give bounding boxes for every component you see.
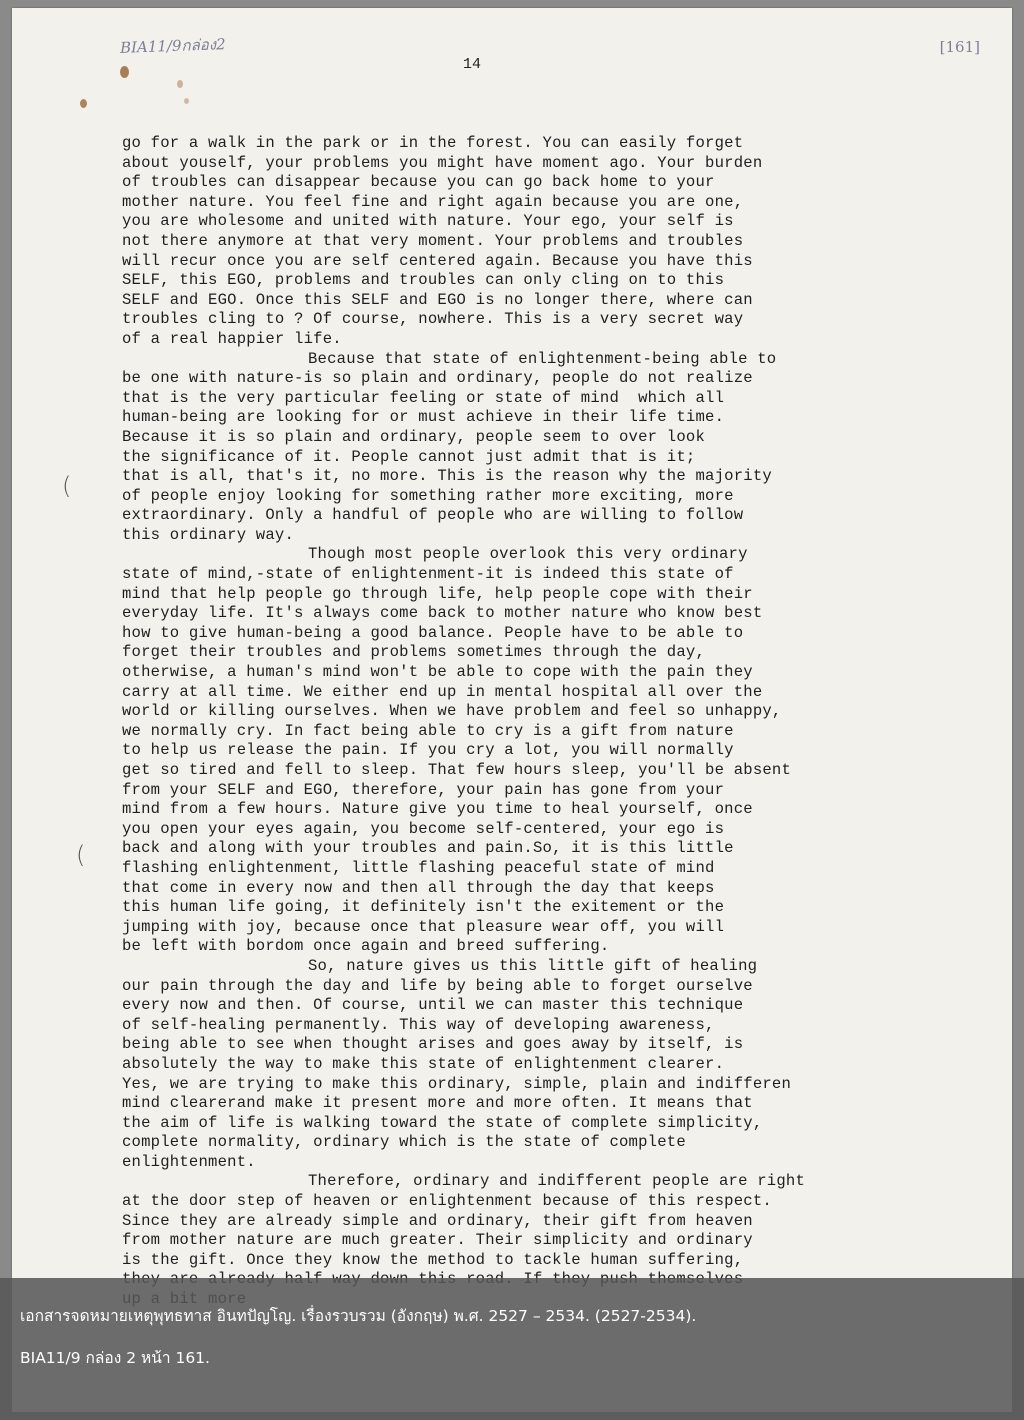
text-line: SELF, this EGO, problems and troubles can only cling on to this xyxy=(122,271,725,290)
stain-mark xyxy=(177,80,183,88)
text-line: forget their troubles and problems sometimes through the day, xyxy=(122,643,706,662)
text-line: flashing enlightenment, little flashing peaceful state of mind xyxy=(122,858,715,877)
text-line: troubles cling to ? Of course, nowhere. This is a very secret way xyxy=(122,310,744,329)
text-line: extraordinary. Only a handful of people who are willing to follow xyxy=(122,506,744,525)
text-line: complete normality, ordinary which is the state of complete xyxy=(122,1133,686,1152)
text-line: get so tired and fell to sleep. That few hours sleep, you'll be absent xyxy=(122,761,792,779)
text-line: is the gift. Once they know the method to tackle human suffering, xyxy=(122,1250,744,1269)
text-line: mother nature. You feel fine and right again because you are one, xyxy=(122,192,744,211)
text-line: be left with bordom once again and breed suffering. xyxy=(122,937,610,956)
text-line: of people enjoy looking for something rather more exciting, more xyxy=(122,486,734,505)
handwritten-reference-number: [161] xyxy=(939,38,980,56)
text-line: this ordinary way. xyxy=(122,525,295,544)
text-line: go for a walk in the park or in the forest. You can easily forget xyxy=(122,134,744,152)
typed-body-text xyxy=(122,134,1002,1310)
text-line: otherwise, a human's mind won't be able to cope with the pain they xyxy=(122,663,753,682)
stain-mark xyxy=(184,98,189,104)
stain-mark xyxy=(120,66,129,78)
caption-reference: BIA11/9 กล่อง 2 หน้า 161. xyxy=(20,1349,210,1367)
text-line: jumping with joy, because once that pleasure wear off, you will xyxy=(122,917,725,936)
text-line: at the door step of heaven or enlightenment because of this respect. xyxy=(122,1192,772,1211)
text-line: our pain through the day and life by being able to forget ourselve xyxy=(122,976,753,995)
text-line: being able to see when thought arises and goes away by itself, is xyxy=(122,1035,744,1054)
page-number: 14 xyxy=(462,56,481,73)
text-line: Since they are already simple and ordinary, their gift from heaven xyxy=(122,1211,753,1230)
text-line: we normally cry. In fact being able to cry is a gift from nature xyxy=(122,721,734,740)
margin-bracket-mark: ( xyxy=(76,841,86,869)
text-line: the significance of it. People cannot just admit that is it; xyxy=(122,447,696,466)
text-line: be one with nature-is so plain and ordinary, people do not realize xyxy=(122,369,753,388)
caption-bar xyxy=(0,1278,1024,1420)
text-line: not there anymore at that very moment. Your problems and troubles xyxy=(122,231,744,250)
text-line: of troubles can disappear because you can go back home to your xyxy=(122,173,715,192)
text-line: the aim of life is walking toward the state of complete simplicity, xyxy=(122,1113,763,1132)
text-line: from your SELF and EGO, therefore, your pain has gone from your xyxy=(122,780,725,799)
text-line: how to give human-being a good balance. People have to be able to xyxy=(122,623,744,642)
text-line: this human life going, it definitely isn't the exitement or the xyxy=(122,898,725,917)
text-line: absolutely the way to make this state of enlightenment clearer. xyxy=(122,1054,725,1073)
text-line: that is all, that's it, no more. This is the reason why the majority xyxy=(122,467,772,486)
text-line: enlightenment. xyxy=(122,1152,256,1171)
text-line: will recur once you are self centered again. Because you have this xyxy=(122,251,753,270)
text-line: that is the very particular feeling or state of mind which all xyxy=(122,388,725,407)
text-line: of self-healing permanently. This way of developing awareness, xyxy=(122,1015,715,1034)
text-line: mind that help people go through life, help people cope with their xyxy=(122,584,753,603)
text-line: mind from a few hours. Nature give you time to heal yourself, once xyxy=(122,800,753,819)
text-line: carry at all time. We either end up in mental hospital all over the xyxy=(122,682,763,701)
text-line: Because it is so plain and ordinary, people seem to over look xyxy=(122,427,706,446)
text-line: human-being are looking for or must achieve in their life time. xyxy=(122,408,725,427)
caption-title: เอกสารจดหมายเหตุพุทธทาส อินทปัญโญ. เรื่องรวบรวม (อังกฤษ) พ.ศ. 2527 – 2534. (2527-2534). xyxy=(20,1307,697,1325)
text-line: of a real happier life. xyxy=(122,329,342,348)
text-line: about youself, your problems you might have moment ago. Your burden xyxy=(122,153,763,172)
stain-mark xyxy=(80,99,87,108)
text-line: mind clearerand make it present more and more often. It means that xyxy=(122,1094,753,1113)
text-line: SELF and EGO. Once this SELF and EGO is no longer there, where can xyxy=(122,290,753,309)
margin-bracket-mark: ( xyxy=(62,472,72,500)
text-line: to help us release the pain. If you cry a lot, you will normally xyxy=(122,741,734,760)
text-line: So, nature gives us this little gift of healing xyxy=(308,956,758,975)
text-line: Therefore, ordinary and indifferent people are right xyxy=(308,1172,806,1191)
text-line: state of mind,-state of enlightenment-it is indeed this state of xyxy=(122,565,734,584)
text-line: every now and then. Of course, until we can master this technique xyxy=(122,996,744,1015)
text-line: world or killing ourselves. When we have problem and feel so unhappy, xyxy=(122,702,782,721)
text-line: that come in every now and then all through the day that keeps xyxy=(122,878,715,897)
text-line: Though most people overlook this very ordinary xyxy=(308,545,748,564)
text-line: you open your eyes again, you become self-centered, your ego is xyxy=(122,819,725,838)
text-line: Because that state of enlightenment-being able to xyxy=(308,349,777,368)
text-line: back and along with your troubles and pain.So, it is this little xyxy=(122,839,734,858)
handwritten-archive-code: BIA11/9กล่อง2 xyxy=(119,35,226,57)
text-line: everyday life. It's always come back to mother nature who know best xyxy=(122,604,763,623)
text-line: Yes, we are trying to make this ordinary, simple, plain and indifferen xyxy=(122,1074,792,1093)
document-page xyxy=(12,8,1012,1412)
text-line: you are wholesome and united with nature. Your ego, your self is xyxy=(122,212,734,231)
text-line: from mother nature are much greater. Their simplicity and ordinary xyxy=(122,1231,753,1250)
